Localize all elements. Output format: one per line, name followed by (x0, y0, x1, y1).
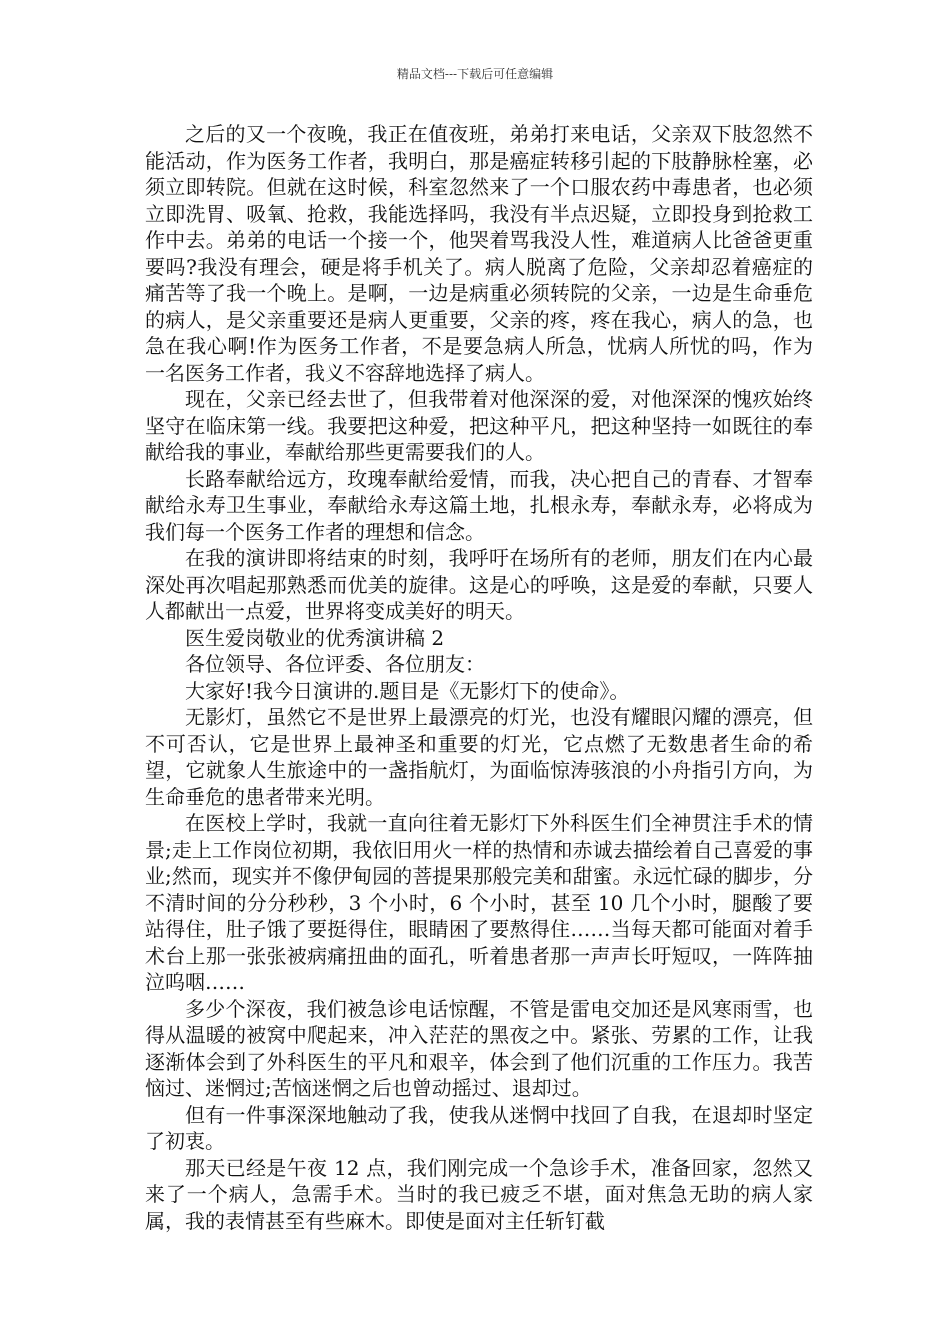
paragraph: 但有一件事深深地触动了我，使我从迷惘中找回了自我，在退却时坚定了初衷。 (145, 1102, 813, 1153)
greeting: 大家好!我今日演讲的.题目是《无影灯下的使命》。 (185, 678, 630, 703)
paragraph: 之后的又一个夜晚，我正在值夜班，弟弟打来电话，父亲双下肢忽然不能活动，作为医务工作者，我明白，那是癌症转移引起的下肢静脉栓塞，必须立即转院。但就在这时候，科室忽然来了一个口服农药中毒患者，也必须立即洗胃、吸氧、抢救，我能选择吗，我没有半点迟疑，立即投身到抢救工作中去。弟弟的电话一个接一个，他哭着骂我没人性，难道病人比爸爸更重要吗?我没有理会，硬是将手机关了。病人脱离了危险，父亲却忍着癌症的痛苦等了我一个晚上。是啊，一边是病重必须转院的父亲，一边是生命垂危的病人，是父亲重要还是病人更重要，父亲的疼，疼在我心，病人的急，也急在我心啊!作为医务工作者，不是要急病人所急，忧病人所忧的吗，作为一名医务工作者，我义不容辞地选择了病人。 (145, 122, 813, 385)
paragraph: 在我的演讲即将结束的时刻，我呼吁在场所有的老师，朋友们在内心最深处再次唱起那熟悉而优美的旋律。这是心的呼唤，这是爱的奉献，只要人人都献出一点爱，世界将变成美好的明天。 (145, 546, 813, 623)
paragraph: 在医校上学时，我就一直向往着无影灯下外科医生们全神贯注手术的情景;走上工作岗位初期，我依旧用火一样的热情和赤诚去描绘着自己喜爱的事业;然而，现实并不像伊甸园的菩提果那般完美和甜蜜。永远忙碌的脚步，分不清时间的分分秒秒，3 个小时，6 个小时，甚至 10 几个小时，腿酸了要站得住，肚子饿了要挺得住，眼睛困了要熬得住……当每天都可能面对着手术台上那一张张被病痛扭曲的面孔，听着患者那一声声长吁短叹，一阵阵抽泣呜咽…… (145, 811, 813, 994)
paragraph: 无影灯，虽然它不是世界上最漂亮的灯光，也没有耀眼闪耀的漂亮，但不可否认，它是世界上最神圣和重要的灯光，它点燃了无数患者生命的希望，它就象人生旅途中的一盏指航灯，为面临惊涛骇浪的小舟指引方向，为生命垂危的患者带来光明。 (145, 705, 813, 809)
salutation: 各位领导、各位评委、各位朋友： (185, 652, 485, 676)
paragraph: 长路奉献给远方，玫瑰奉献给爱情，而我，决心把自己的青春、才智奉献给永寿卫生事业，奉献给永寿这篇土地，扎根永寿，奉献永寿，必将成为我们每一个医务工作者的理想和信念。 (145, 466, 813, 544)
paragraph: 多少个深夜，我们被急诊电话惊醒，不管是雷电交加还是风寒雨雪，也得从温暖的被窝中爬起来，冲入茫茫的黑夜之中。紧张、劳累的工作，让我逐渐体会到了外科医生的平凡和艰辛，体会到了他们沉重的工作压力。我苦恼过、迷惘过;苦恼迷惘之后也曾动摇过、退却过。 (145, 996, 813, 1100)
paragraph: 那天已经是午夜 12 点，我们刚完成一个急诊手术，准备回家，忽然又来了一个病人，急需手术。当时的我已疲乏不堪，面对焦急无助的病人家属，我的表情甚至有些麻木。即使是面对主任斩钉截 (145, 1155, 813, 1233)
page-header: 精品文档---下载后可任意编辑 (396, 67, 554, 81)
section-title: 医生爱岗敬业的优秀演讲稿 2 (185, 625, 445, 650)
document-body (145, 121, 813, 1234)
paragraph: 现在，父亲已经去世了，但我带着对他深深的爱，对他深深的愧疚始终坚守在临床第一线。我要把这种爱，把这种平凡，把这种坚持一如既往的奉献给我的事业，奉献给那些更需要我们的人。 (145, 387, 813, 464)
